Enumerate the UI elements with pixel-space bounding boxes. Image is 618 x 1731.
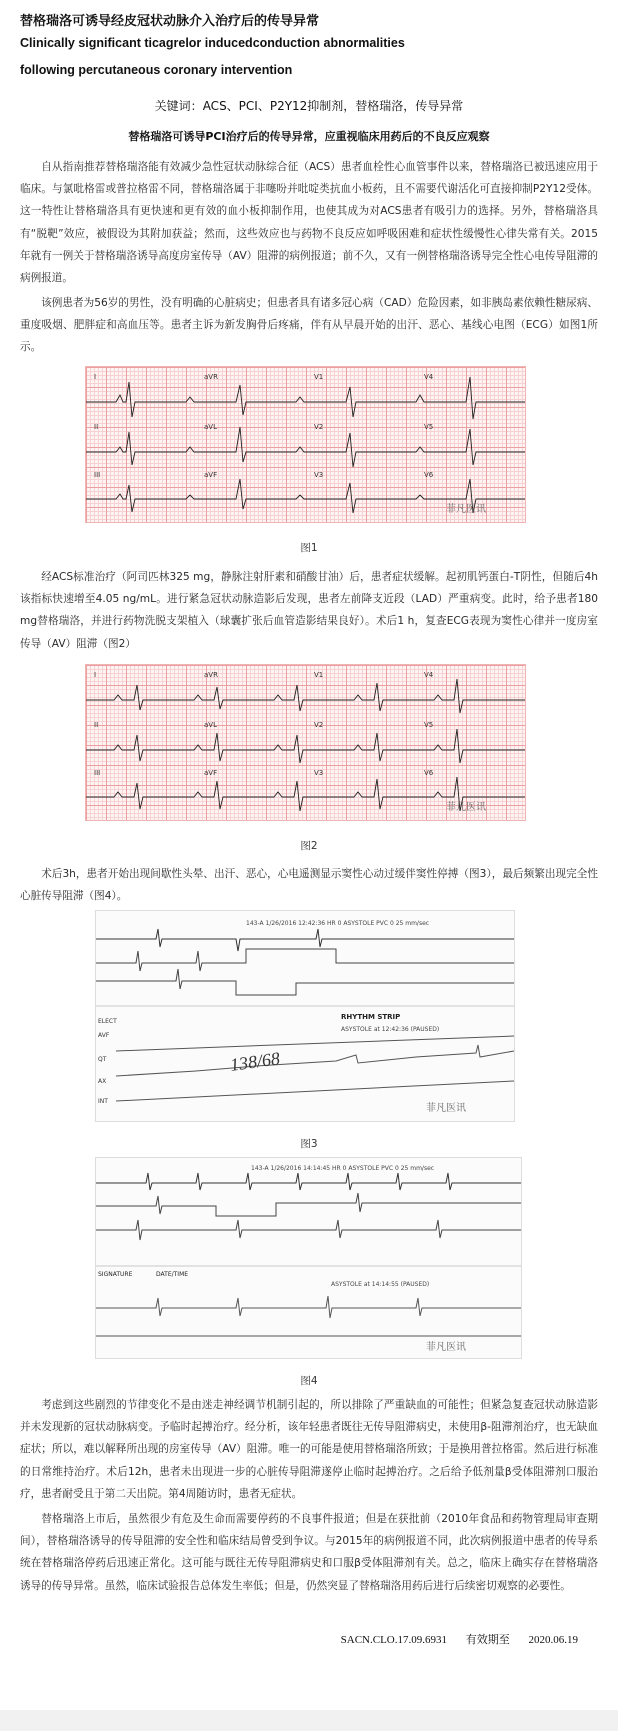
valid-until-label: 有效期至 [465, 1634, 510, 1646]
footer [325, 1631, 578, 1647]
paragraph-conclusion: 替格瑞洛上市后，虽然很少有危及生命而需要停药的不良事件报道；但是在获批前（2010年食品和药物管理局审查期间），替格瑞洛诱导的传导阻滞的安全性和临床结局曾受到争议。与2015年的病例报道不同，此次病例报道中患者的传导系统在替格瑞洛停药后迅速正常化。这可能与既往无传导阻滞病史和口服β受体阻滞剂有关。总之，临床上确实存在替格瑞洛诱导的传导异常。虽然，临床试验报告总体发生率低；但是，仍然突显了替格瑞洛用药后进行后续密切观察的必要性。 [20, 1513, 598, 1592]
article-title-en-line1: Clinically significant ticagrelor inducedconduction abnormalities [20, 36, 405, 50]
lead-label: aVF [204, 471, 218, 479]
watermark: 菲凡医讯 [446, 802, 486, 813]
keywords-text: ACS、PCI、P2Y12抑制剂，替格瑞洛，传导异常 [202, 99, 464, 113]
telemetry-strip-figure-3 [95, 910, 515, 1122]
lead-label: V6 [424, 471, 434, 479]
ecg-figure-2 [85, 664, 526, 821]
valid-until-date: 2020.06.19 [528, 1634, 578, 1646]
ecg-traces-2 [86, 665, 525, 820]
ecg-trace [96, 1220, 521, 1240]
ecg-figure-1 [85, 366, 526, 523]
paragraph-telemetry: 术后3h，患者开始出现间歇性头晕、出汗、恶心，心电遥测显示窦性心动过缓伴窦性停搏（图3），最后频繁出现完全性心脏传导阻滞（图4）。 [20, 868, 598, 903]
lead-label: aVL [204, 721, 217, 729]
paragraph-intro: 自从指南推荐替格瑞洛能有效减少急性冠状动脉综合征（ACS）患者血栓性心血管事件以来，替格瑞洛已被迅速应用于临床。与氯吡格雷或普拉格雷不同，替格瑞洛属于非噻吩并吡啶类抗血小板药，且不需要代谢活化可直接抑制P2Y12受体。这一特性让替格瑞洛具有更快速和更有效的血小板抑制作用，也使其成为对ACS患者有吸引力的选择。另外，替格瑞洛具有“脱靶”效应，被假设为其附加获益；然而，这些效应也与药物不良反应如呼吸困难和症状性缓慢性心律失常有关。2015年就有一例关于替格瑞洛诱导高度房室传导（AV）阻滞的病例报道；前不久，又有一例替格瑞洛诱导完全性心电传导阻滞的病例报道。 [20, 161, 598, 285]
lead-label: V1 [314, 671, 324, 679]
figure-1-caption: 图1 [300, 542, 318, 554]
strip-header: 143-A 1/26/2016 14:14:45 HR 0 ASYSTOLE PVC 0 25 mm/sec [251, 1165, 435, 1172]
lead-label: aVF [204, 769, 218, 777]
ecg-trace [96, 1173, 521, 1190]
lead-label: V2 [314, 721, 324, 729]
rhythm-strip-label: RHYTHM STRIP [341, 1013, 401, 1021]
figure-2-caption: 图2 [300, 840, 318, 852]
article-title-en-line2: following percutaneous coronary intervention [20, 63, 293, 77]
lead-label: V5 [424, 721, 434, 729]
ecg-trace [86, 679, 525, 713]
paragraph-treatment: 经ACS标准治疗（阿司匹林325 mg，静脉注射肝素和硝酸甘油）后，患者症状缓解。起初肌钙蛋白-T阴性，但随后4h该指标快速增至4.05 ng/mL。进行紧急冠状动脉造影后发现，患者左前降支近段（LAD）严重病变。此时，给予患者180 mg替格瑞洛，并进行药物洗脱支架植入（球囊扩张后血管造影结果良好）。术后1 h，复查ECG表现为窦性心律并一度房室传导（AV）阻滞（图2） [20, 571, 598, 650]
ecg-trace [116, 1045, 514, 1076]
figure-3-caption: 图3 [300, 1138, 318, 1150]
lead-label: V1 [314, 373, 324, 381]
ecg-trace [96, 1193, 521, 1216]
asystole-note: ASYSTOLE at 14:14:55 (PAUSED) [331, 1281, 430, 1288]
watermark: 菲凡医讯 [426, 1103, 466, 1114]
figure-4-caption: 图4 [300, 1375, 318, 1387]
ecg-trace [116, 1036, 514, 1051]
lead-label: V3 [314, 471, 324, 479]
highlight-sentence: 替格瑞洛可诱导PCI治疗后的传导异常，应重视临床用药后的不良反应观察 [128, 130, 490, 143]
watermark: 菲凡医讯 [426, 1342, 466, 1353]
ecg-trace [96, 969, 514, 995]
side-label: INT [98, 1098, 108, 1105]
handwritten-note: 138/68 [228, 1048, 282, 1075]
ecg-trace [96, 949, 514, 971]
telemetry-traces-3 [96, 911, 514, 1121]
lead-label: V4 [424, 373, 434, 381]
lead-label: V4 [424, 671, 434, 679]
ecg-trace [86, 427, 525, 467]
article-title-cn: 替格瑞洛可诱导经皮冠状动脉介入治疗后的传导异常 [20, 14, 320, 29]
lead-label: III [94, 769, 101, 777]
lead-label: V2 [314, 423, 324, 431]
signature-label: SIGNATURE [98, 1271, 133, 1278]
datetime-label: DATE/TIME [156, 1271, 189, 1278]
ecg-trace [96, 1296, 521, 1318]
asystole-note: ASYSTOLE at 12:42:36 (PAUSED) [341, 1026, 440, 1033]
lead-label: III [94, 471, 101, 479]
lead-label: aVR [204, 671, 218, 679]
ecg-trace [86, 377, 525, 419]
lead-label: V5 [424, 423, 434, 431]
ecg-trace [86, 729, 525, 763]
ecg-trace [96, 929, 514, 951]
side-label: QT [98, 1056, 107, 1063]
side-label: AX [98, 1078, 107, 1085]
keywords [0, 97, 618, 114]
lead-label: aVR [204, 373, 218, 381]
ecg-trace [116, 1081, 514, 1101]
side-label: AVF [98, 1032, 110, 1039]
paragraph-patient: 该例患者为56岁的男性，没有明确的心脏病史；但患者具有诸多冠心病（CAD）危险因素，如非胰岛素依赖性糖尿病、重度吸烟、肥胖症和高血压等。患者主诉为新发胸骨后疼痛，伴有从早晨开始的出汗、恶心、基线心电图（ECG）如图1所示。 [20, 297, 598, 354]
watermark: 菲凡医讯 [446, 504, 486, 515]
lead-label: aVL [204, 423, 217, 431]
lead-label: I [94, 671, 97, 679]
strip-header: 143-A 1/26/2016 12:42:36 HR 0 ASYSTOLE PVC 0 25 mm/sec [246, 920, 430, 927]
lead-label: V6 [424, 769, 434, 777]
telemetry-traces-4 [96, 1158, 521, 1358]
approval-code: SACN.CLO.17.09.6931 [340, 1634, 447, 1646]
lead-label: V3 [314, 769, 324, 777]
paragraph-analysis: 考虑到这些剧烈的节律变化不是由迷走神经调节机制引起的，所以排除了严重缺血的可能性；但紧急复查冠状动脉造影并未发现新的冠状动脉病变。予临时起搏治疗。经分析，该年轻患者既往无传导阻滞病史，未使用β-阻滞剂治疗，也无缺血症状；所以，难以解释所出现的房室传导（AV）阻滞。唯一的可能是使用替格瑞洛所致；于是换用普拉格雷。然后进行标准的日常维持治疗。术后12h，患者未出现进一步的心脏传导阻滞遂停止临时起搏治疗。之后给予低剂量β受体阻滞剂口服治疗，患者耐受且于第二天出院。第4周随访时，患者无症状。 [20, 1399, 598, 1500]
side-label: ELECT [98, 1018, 117, 1025]
ecg-traces-1 [86, 367, 525, 522]
lead-label: II [94, 423, 99, 431]
lead-label: II [94, 721, 99, 729]
keywords-label: 关键词： [154, 99, 203, 113]
bottom-bar [0, 1710, 618, 1731]
telemetry-strip-figure-4 [95, 1157, 522, 1359]
lead-label: I [94, 373, 97, 381]
